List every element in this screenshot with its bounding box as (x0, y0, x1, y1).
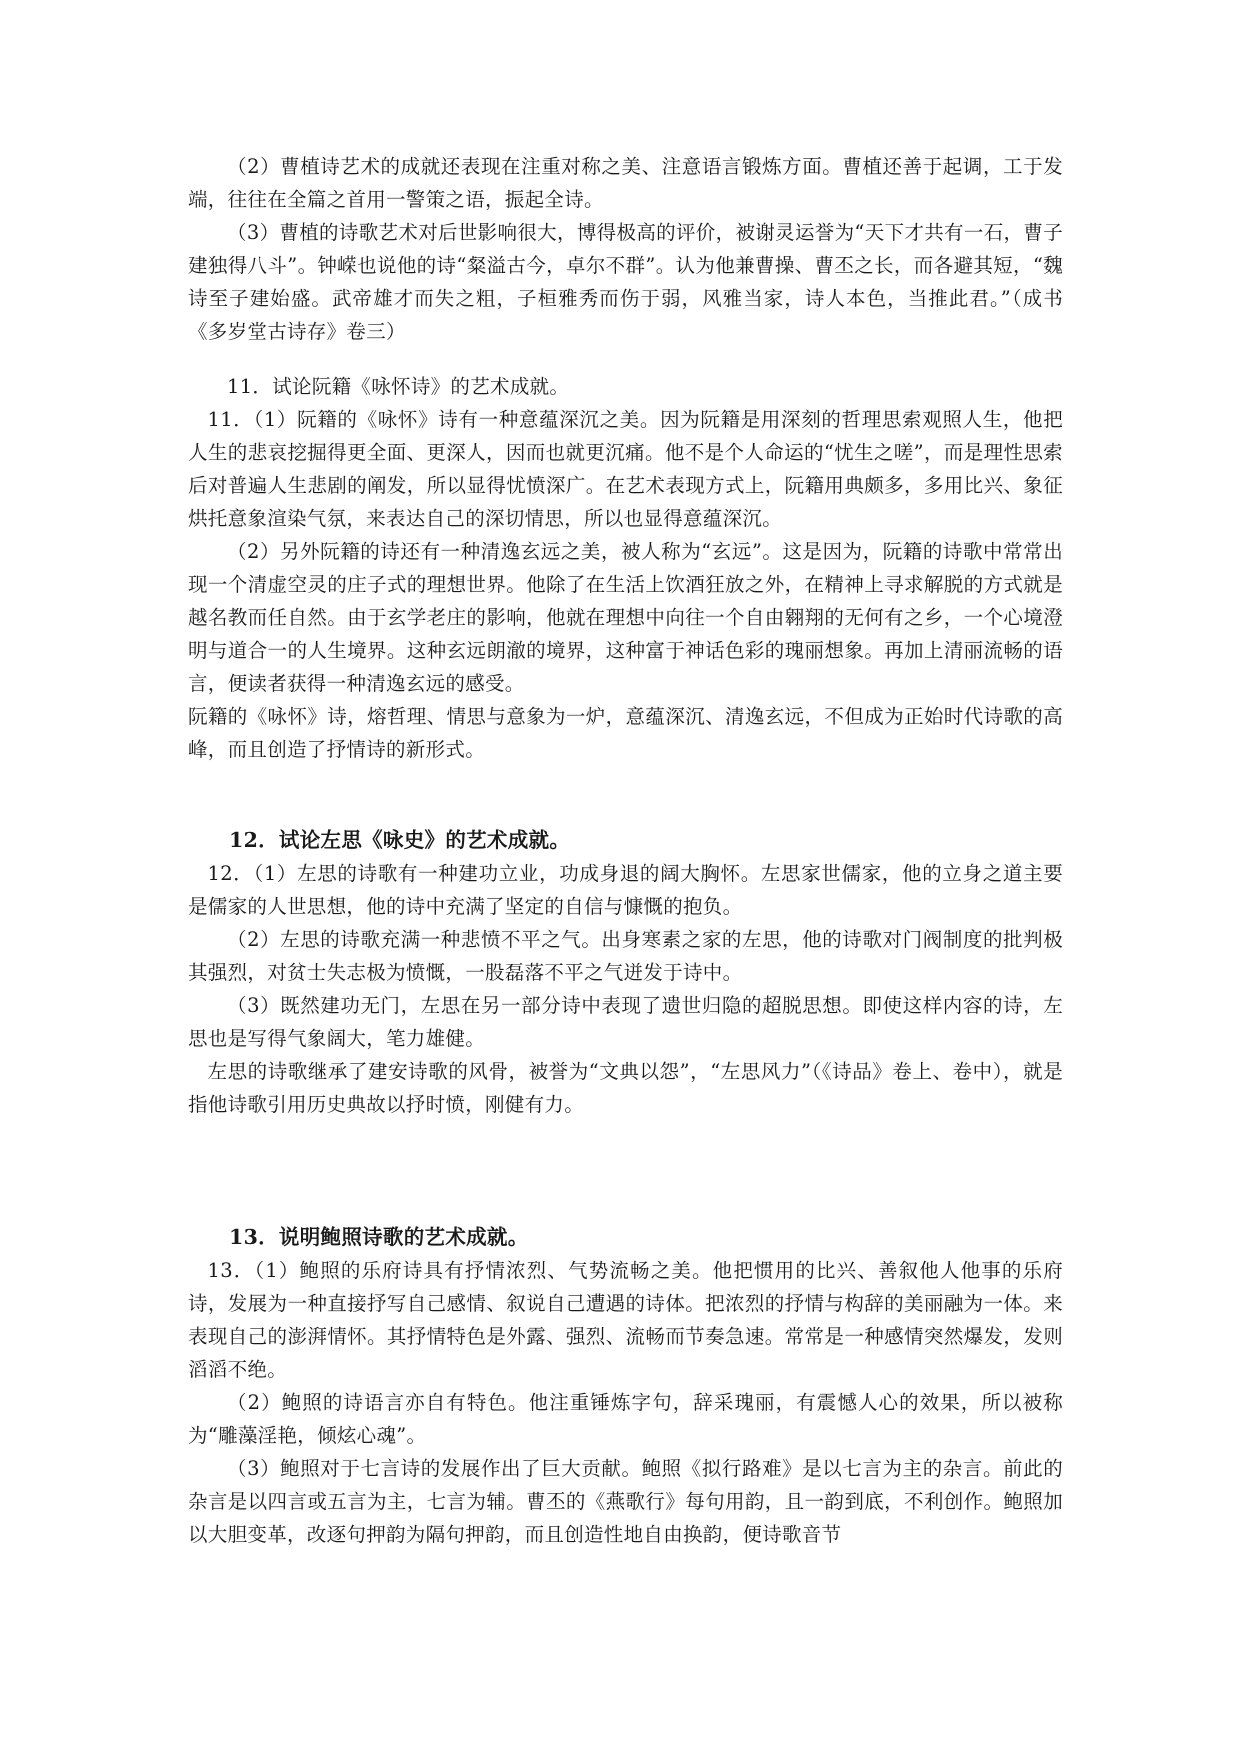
section12-paragraph-3: （3）既然建功无门，左思在另一部分诗中表现了遗世归隐的超脱思想。即使这样内容的诗，左思也是写得气象阔大，笔力雄健。 (188, 994, 1063, 1050)
section11-question: 11．试论阮籍《咏怀诗》的艺术成就。 (227, 375, 570, 398)
spacer (188, 348, 1063, 370)
section13-paragraph-3: （3）鲍照对于七言诗的发展作出了巨大贡献。鲍照《拟行路难》是以七言为主的杂言。前此的杂言是以四言或五言为主，七言为辅。曹丕的《燕歌行》每句用韵，且一韵到底，不利创作。鲍照加以大胆变革，改逐句押韵为隔句押韵，而且创造性地自由换韵，便诗歌音节 (188, 1457, 1063, 1546)
section11-paragraph-2: （2）另外阮籍的诗还有一种清逸玄远之美，被人称为“玄远”。这是因为，阮籍的诗歌中常常出现一个清虚空灵的庄子式的理想世界。他除了在生活上饮酒狂放之外，在精神上寻求解脱的方式就是越名教而任自然。由于玄学老庄的影响，他就在理想中向往一个自由翱翔的无何有之乡，一个心境澄明与道合一的人生境界。这种玄远朗澈的境界，这种富于神话色彩的瑰丽想象。再加上清丽流畅的语言，便读者获得一种清逸玄远的感受。 (188, 540, 1063, 695)
section10-paragraph-2: （2）曹植诗艺术的成就还表现在注重对称之美、注意语言锻炼方面。曹植还善于起调，工于发端，往往在全篇之首用一警策之语，振起全诗。 (188, 155, 1063, 211)
section12-paragraph-4: 左思的诗歌继承了建安诗歌的风骨，被誉为“文典以怨”，“左思风力”（《诗品》卷上、卷中），就是指他诗歌引用历史典故以抒时愤，刚健有力。 (188, 1060, 1063, 1116)
spacer (188, 766, 1063, 824)
section10-paragraph-3: （3）曹植的诗歌艺术对后世影响很大，博得极高的评价，被谢灵运誉为“天下才共有一石，曹子建独得八斗”。钟嵘也说他的诗“粲溢古今，卓尔不群”。认为他兼曹操、曹丕之长，而各避其短，“魏诗至子建始盛。武帝雄才而失之粗，子桓雅秀而伤于弱，风雅当家，诗人本色，当推此君。”（成书《多岁堂古诗存》卷三） (188, 221, 1063, 343)
section12-paragraph-1: 12．（1）左思的诗歌有一种建功立业，功成身退的阔大胸怀。左思家世儒家，他的立身之道主要是儒家的人世思想，他的诗中充满了坚定的自信与慷慨的抱负。 (188, 862, 1063, 918)
section11-paragraph-3: 阮籍的《咏怀》诗，熔哲理、情思与意象为一炉，意蕴深沉、清逸玄远，不但成为正始时代诗歌的高峰，而且创造了抒情诗的新形式。 (188, 705, 1063, 761)
section13-paragraph-1: 13．（1）鲍照的乐府诗具有抒情浓烈、气势流畅之美。他把惯用的比兴、善叙他人他事的乐府诗，发展为一种直接抒写自己感情、叙说自己遭遇的诗体。把浓烈的抒情与构辞的美丽融为一体。来表现自己的澎湃情怀。其抒情特色是外露、强烈、流畅而节奏急速。常常是一种感情突然爆发，发则滔滔不绝。 (188, 1259, 1063, 1381)
section11-paragraph-1: 11．（1）阮籍的《咏怀》诗有一种意蕴深沉之美。因为阮籍是用深刻的哲理思索观照人生，他把人生的悲哀挖掘得更全面、更深人，因而也就更沉痛。他不是个人命运的“忧生之嗟”，而是理性思索后对普遍人生悲剧的阐发，所以显得忧愤深广。在艺术表现方式上，阮籍用典颇多，多用比兴、象征烘托意象渲染气氛，来表达自己的深切情思，所以也显得意蕴深沉。 (188, 408, 1063, 530)
section12-heading: 12．试论左思《咏史》的艺术成就。 (229, 828, 571, 852)
section13-heading: 13．说明鲍照诗歌的艺术成就。 (229, 1225, 529, 1249)
section12-paragraph-2: （2）左思的诗歌充满一种悲愤不平之气。出身寒素之家的左思，他的诗歌对门阀制度的批判极其强烈，对贫士失志极为愤慨，一股磊落不平之气迸发于诗中。 (188, 928, 1063, 984)
section13-paragraph-2: （2）鲍照的诗语言亦自有特色。他注重锤炼字句，辞采瑰丽，有震憾人心的效果，所以被称为“雕藻淫艳，倾炫心魂”。 (188, 1391, 1063, 1447)
document-page (188, 150, 1063, 1551)
spacer (188, 1121, 1063, 1221)
